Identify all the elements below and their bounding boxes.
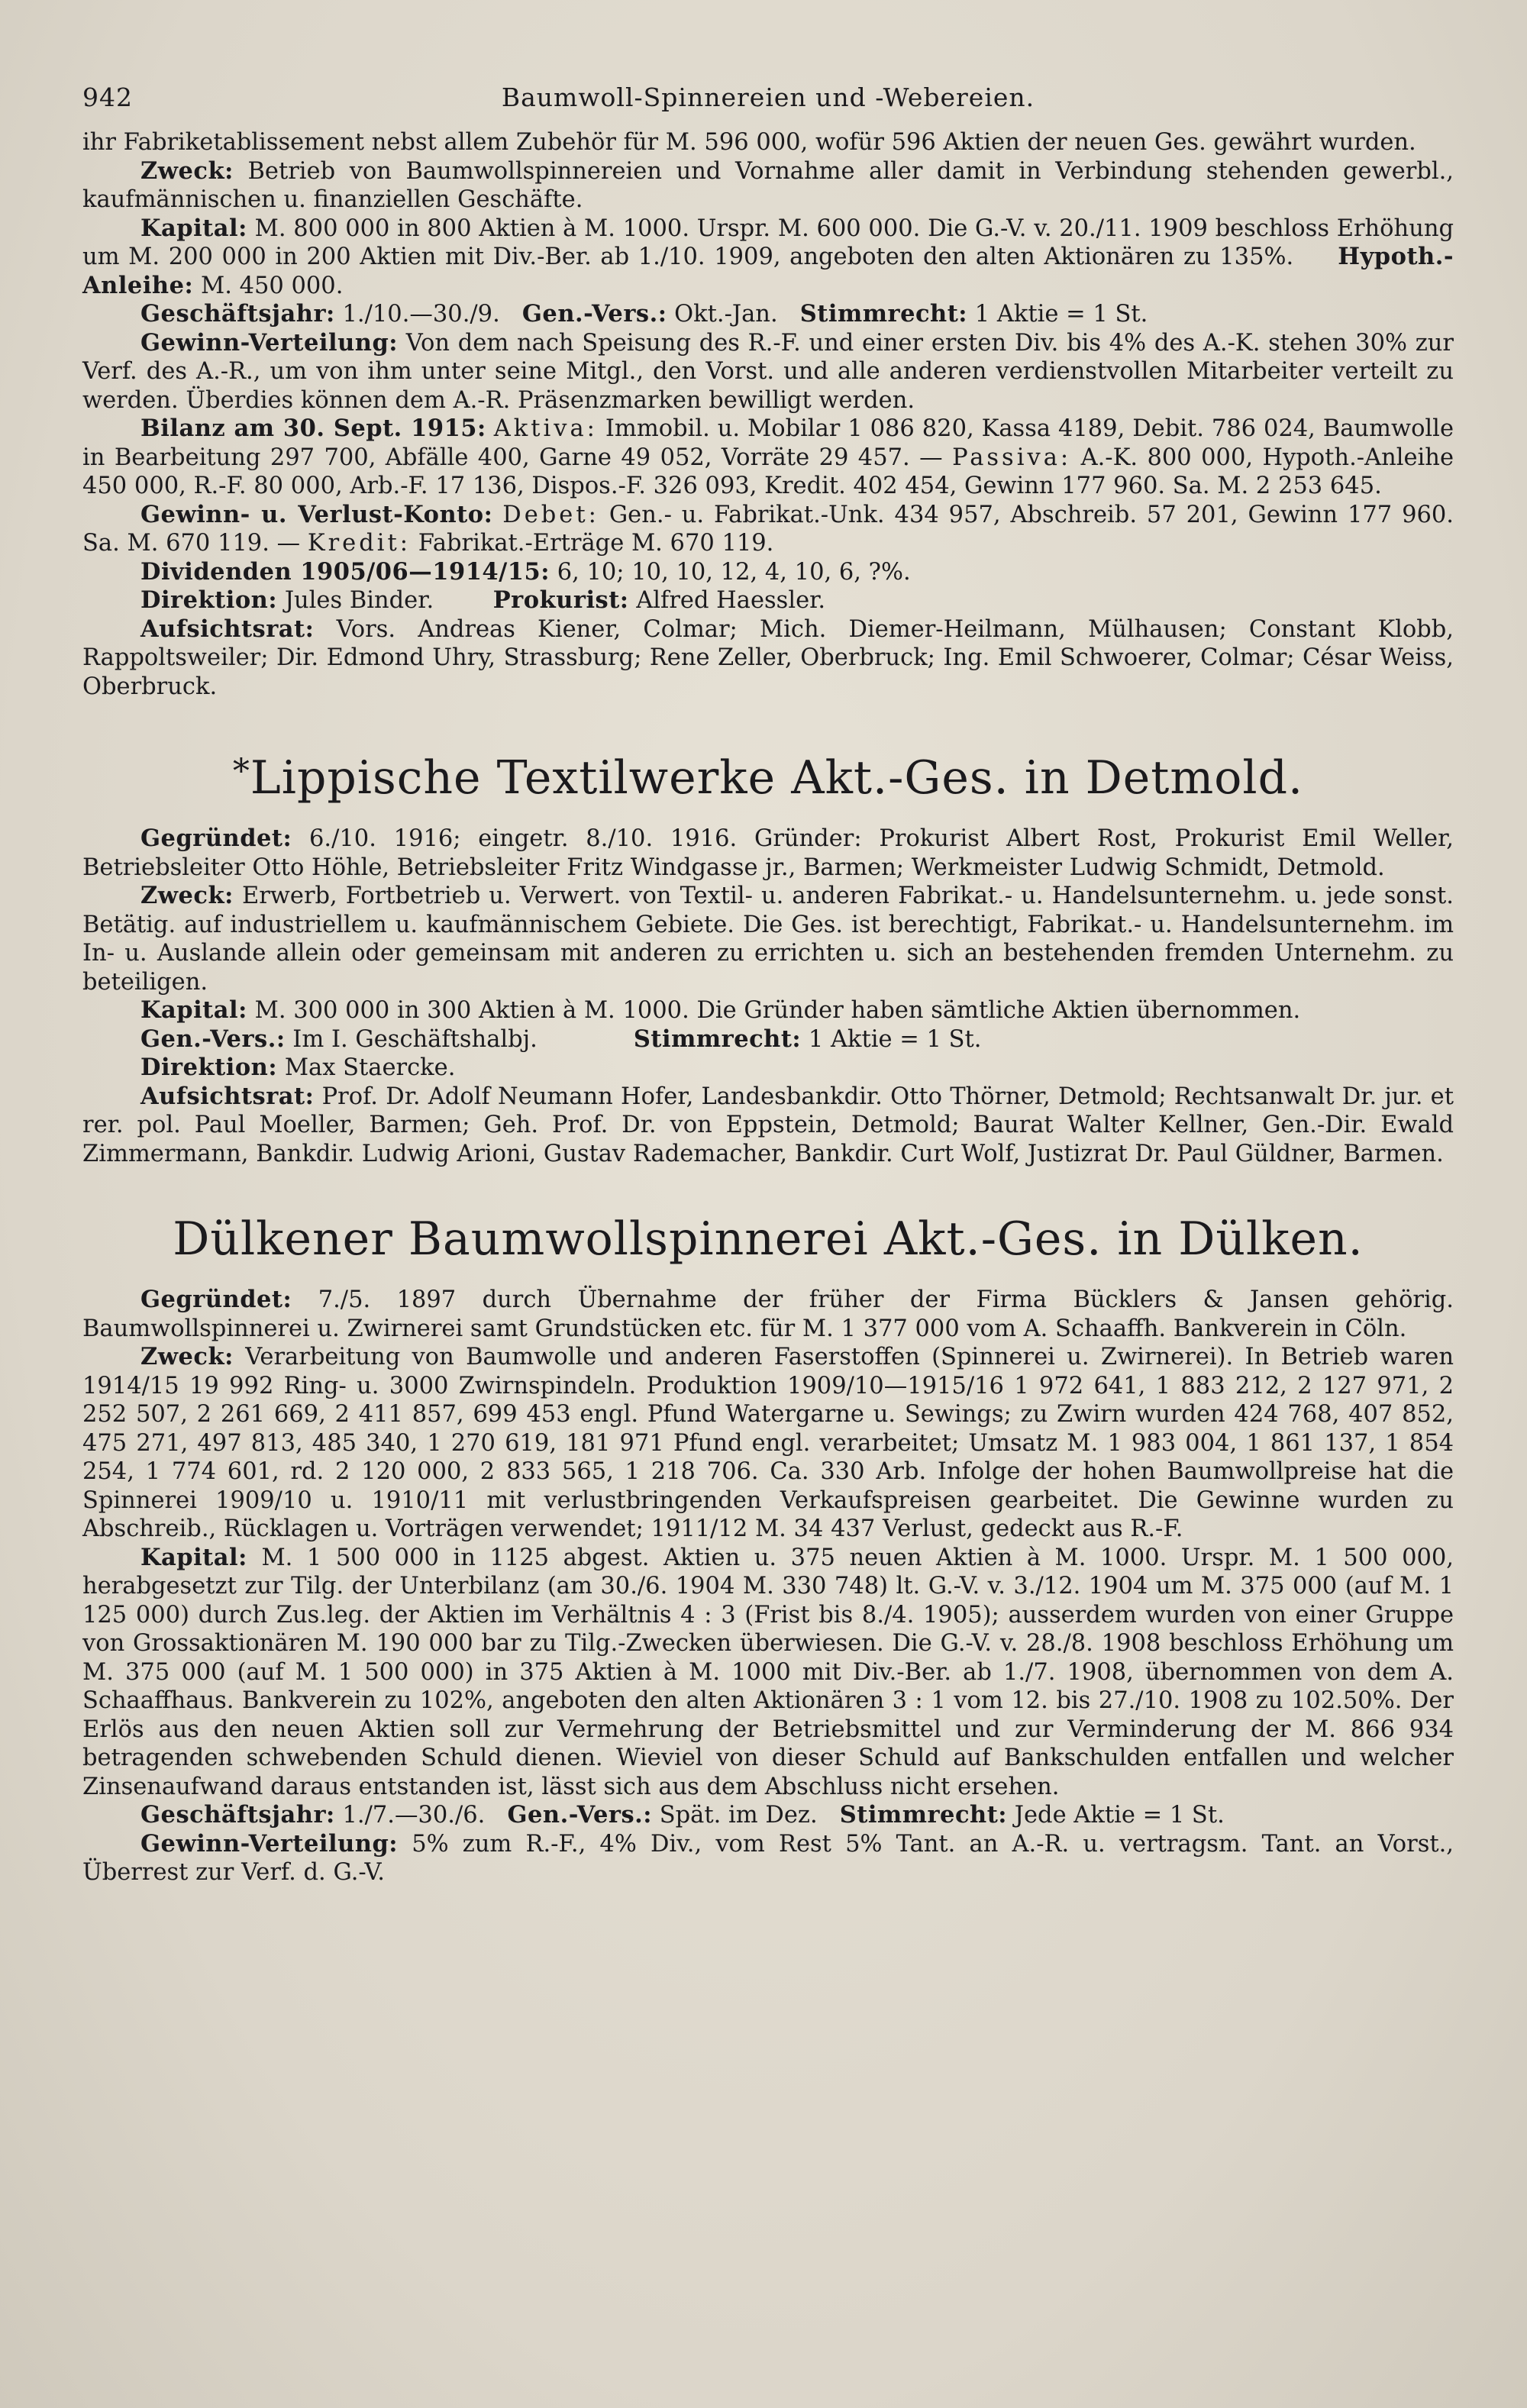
geschaeftsjahr-paragraph: Geschäftsjahr: 1./10.—30./9. Gen.-Vers.: Okt.-Jan. Stimmrecht: 1 Aktie = 1 St. — [140, 300, 1148, 328]
guv-paragraph: Gewinn- u. Verlust-Konto: Debet: Gen.- u. Fabrikat.-Unk. 434 957, Abschreib. 57 201, Gewinn 177 960. Sa. M. 670 119. — Kredit: Fabrikat.-Erträge M. 670 119. — [82, 500, 1454, 557]
entry-opening: ihr Fabriketablissement nebst allem Zubehör für M. 596 000, wofür 596 Aktien der neuen Ges. gewährt wurden. — [82, 129, 1416, 156]
geschaeftsjahr-paragraph: Geschäftsjahr: 1./7.—30./6. Gen.-Vers.: Spät. im Dez. Stimmrecht: Jede Aktie = 1 St. — [140, 1801, 1225, 1829]
gegruendet-paragraph: Gegründet: 6./10. 1916; eingetr. 8./10. 1916. Gründer: Prokurist Albert Rost, Prokurist Emil Weller, Betriebsleiter Otto Höhle, Betriebsleiter Fritz Windgasse jr., Barmen; Werkmeister Ludwig Schmidt, Detmold. — [82, 825, 1454, 881]
company-heading: Dülkener Baumwollspinnerei Akt.-Ges. in Dülken. — [173, 1212, 1364, 1266]
genvers-paragraph: Gen.-Vers.: Im I. Geschäftshalbj. Stimmrecht: 1 Aktie = 1 St. — [140, 1025, 982, 1053]
aufsichtsrat-paragraph: Aufsichtsrat: Vors. Andreas Kiener, Colmar; Mich. Diemer-Heilmann, Mülhausen; Constant Klobb, Rappoltsweiler; Dir. Edmond Uhry, Strassburg; Rene Zeller, Oberbruck; Ing. Emil Schwoerer, Colmar; César Weiss, Oberbruck. — [82, 615, 1454, 700]
page-number: 942 — [82, 82, 133, 112]
entry-duelkener — [82, 1212, 1454, 1887]
company-heading: *Lippische Textilwerke Akt.-Ges. in Detmold. — [232, 751, 1304, 805]
entry-lippische — [82, 745, 1454, 1168]
aufsichtsrat-paragraph: Aufsichtsrat: Prof. Dr. Adolf Neumann Hofer, Landesbankdir. Otto Thörner, Detmold; Rechtsanwalt Dr. jur. et rer. pol. Paul Moeller, Barmen; Geh. Prof. Dr. von Eppstein, Detmold; Baurat Walter Kellner, Gen.-Dir. Ewald Zimmermann, Bankdir. Ludwig Arioni, Gustav Rademacher, Bankdir. Curt Wolf, Justizrat Dr. Paul Güldner, Barmen. — [82, 1082, 1454, 1167]
direktion-paragraph: Direktion: Max Staercke. — [140, 1054, 456, 1081]
zweck-paragraph: Zweck: Erwerb, Fortbetrieb u. Verwert. von Textil- u. anderen Fabrikat.- u. Handelsunternehm. u. jede sonst. Betätig. auf industriellem u. kaufmännischem Gebiete. Die Ges. ist berechtigt, Fabrikat.- u. Handelsunternehm. im In- u. Auslande allein oder gemeinsam mit anderen zu errichten u. sich an bestehenden fremden Unternehm. zu beteiligen. — [82, 882, 1454, 996]
entry-continued — [82, 128, 1454, 701]
running-header — [82, 82, 1454, 128]
gewinnverteilung-paragraph: Gewinn-Verteilung: Von dem nach Speisung des R.-F. und einer ersten Div. bis 4% des A.-K. stehen 30% zur Verf. des A.-R., um von ihm unter seine Mitgl., den Vorst. und alle anderen verdienstvollen Mitarbeiter verteilt zu werden. Überdies können dem A.-R. Präsenzmarken bewilligt werden. — [82, 328, 1454, 414]
kapital-paragraph: Kapital: M. 1 500 000 in 1125 abgest. Aktien u. 375 neuen Aktien à M. 1000. Urspr. M. 1 500 000, herabgesetzt zur Tilg. der Unterbilanz (am 30./6. 1904 M. 330 748) lt. G.-V. v. 3./12. 1904 um M. 375 000 (auf M. 1 125 000) durch Zus.leg. der Aktien im Verhältnis 4 : 3 (Frist bis 8./4. 1905); ausserdem wurden von einer Gruppe von Grossaktionären M. 190 000 bar zu Tilg.-Zwecken überwiesen. Die G.-V. v. 28./8. 1908 beschloss Erhöhung um M. 375 000 (auf M. 1 500 000) in 375 Aktien à M. 1000 mit Div.-Ber. ab 1./7. 1908, übernommen von dem A. Schaaffhaus. Bankverein zu 102%, angeboten den alten Aktionären 3 : 1 vom 12. bis 27./10. 1908 zu 102.50%. Der Erlös aus den neuen Aktien soll zur Vermehrung der Betriebsmittel und zur Verminderung der M. 866 934 betragenden schwebenden Schuld dienen. Wieviel von dieser Schuld auf Bankschulden entfallen und welcher Zinsenaufwand daraus entstanden ist, lässt sich aus dem Abschluss nicht ersehen. — [82, 1543, 1454, 1800]
gewinnverteilung-paragraph: Gewinn-Verteilung: 5% zum R.-F., 4% Div., vom Rest 5% Tant. an A.-R. u. vertragsm. Tant. an Vorst., Überrest zur Verf. d. G.-V. — [82, 1829, 1454, 1886]
running-title: Baumwoll-Spinnereien und -Webereien. — [501, 82, 1035, 112]
gegruendet-paragraph: Gegründet: 7./5. 1897 durch Übernahme der früher der Firma Bücklers & Jansen gehörig. Baumwollspinnerei u. Zwirnerei samt Grundstücken etc. für M. 1 377 000 vom A. Schaaffh. Bankverein in Cöln. — [82, 1286, 1454, 1342]
bilanz-paragraph: Bilanz am 30. Sept. 1915: Aktiva: Immobil. u. Mobilar 1 086 820, Kassa 4189, Debit. 786 024, Baumwolle in Bearbeitung 297 700, Abfälle 400, Garne 49 052, Vorräte 29 457. — Passiva: A.-K. 800 000, Hypoth.-Anleihe 450 000, R.-F. 80 000, Arb.-F. 17 136, Dispos.-F. 326 093, Kredit. 402 454, Gewinn 177 960. Sa. M. 2 253 645. — [82, 415, 1454, 499]
zweck-paragraph: Zweck: Verarbeitung von Baumwolle und anderen Faserstoffen (Spinnerei u. Zwirnerei). In Betrieb waren 1914/15 19 992 Ring- u. 3000 Zwirnspindeln. Produktion 1909/10—1915/16 1 972 641, 1 883 212, 2 127 971, 2 252 507, 2 261 669, 2 411 857, 699 453 engl. Pfund Watergarne u. Sewings; zu Zwirn wurden 424 768, 407 852, 475 271, 497 813, 485 340, 1 270 619, 181 971 Pfund engl. verarbeitet; Umsatz M. 1 983 004, 1 861 137, 1 854 254, 1 774 601, rd. 2 120 000, 2 833 565, 1 218 706. Ca. 330 Arb. Infolge der hohen Baumwollpreise hat die Spinnerei 1909/10 u. 1910/11 mit verlustbringenden Verkaufspreisen gearbeitet. Die Gewinne wurden zu Abschreib., Rücklagen u. Vorträgen verwendet; 1911/12 M. 34 437 Verlust, gedeckt aus R.-F. — [82, 1343, 1454, 1542]
kapital-paragraph: Kapital: M. 800 000 in 800 Aktien à M. 1000. Urspr. M. 600 000. Die G.-V. v. 20./11. 1909 beschloss Erhöhung um M. 200 000 in 200 Aktien mit Div.-Ber. ab 1./10. 1909, angeboten den alten Aktionären zu 135%. Hypoth.-Anleihe: M. 450 000. — [82, 214, 1454, 299]
zweck-paragraph: Zweck: Betrieb von Baumwollspinnereien und Vornahme aller damit in Verbindung stehenden gewerbl., kaufmännischen u. finanziellen Geschäfte. — [82, 157, 1454, 213]
kapital-paragraph: Kapital: M. 300 000 in 300 Aktien à M. 1000. Die Gründer haben sämtliche Aktien übernommen. — [140, 996, 1301, 1024]
direktion-paragraph: Direktion: Jules Binder. Prokurist: Alfred Haessler. — [140, 586, 826, 614]
dividenden-paragraph: Dividenden 1905/06—1914/15: 6, 10; 10, 10, 12, 4, 10, 6, ?%. — [140, 557, 911, 586]
